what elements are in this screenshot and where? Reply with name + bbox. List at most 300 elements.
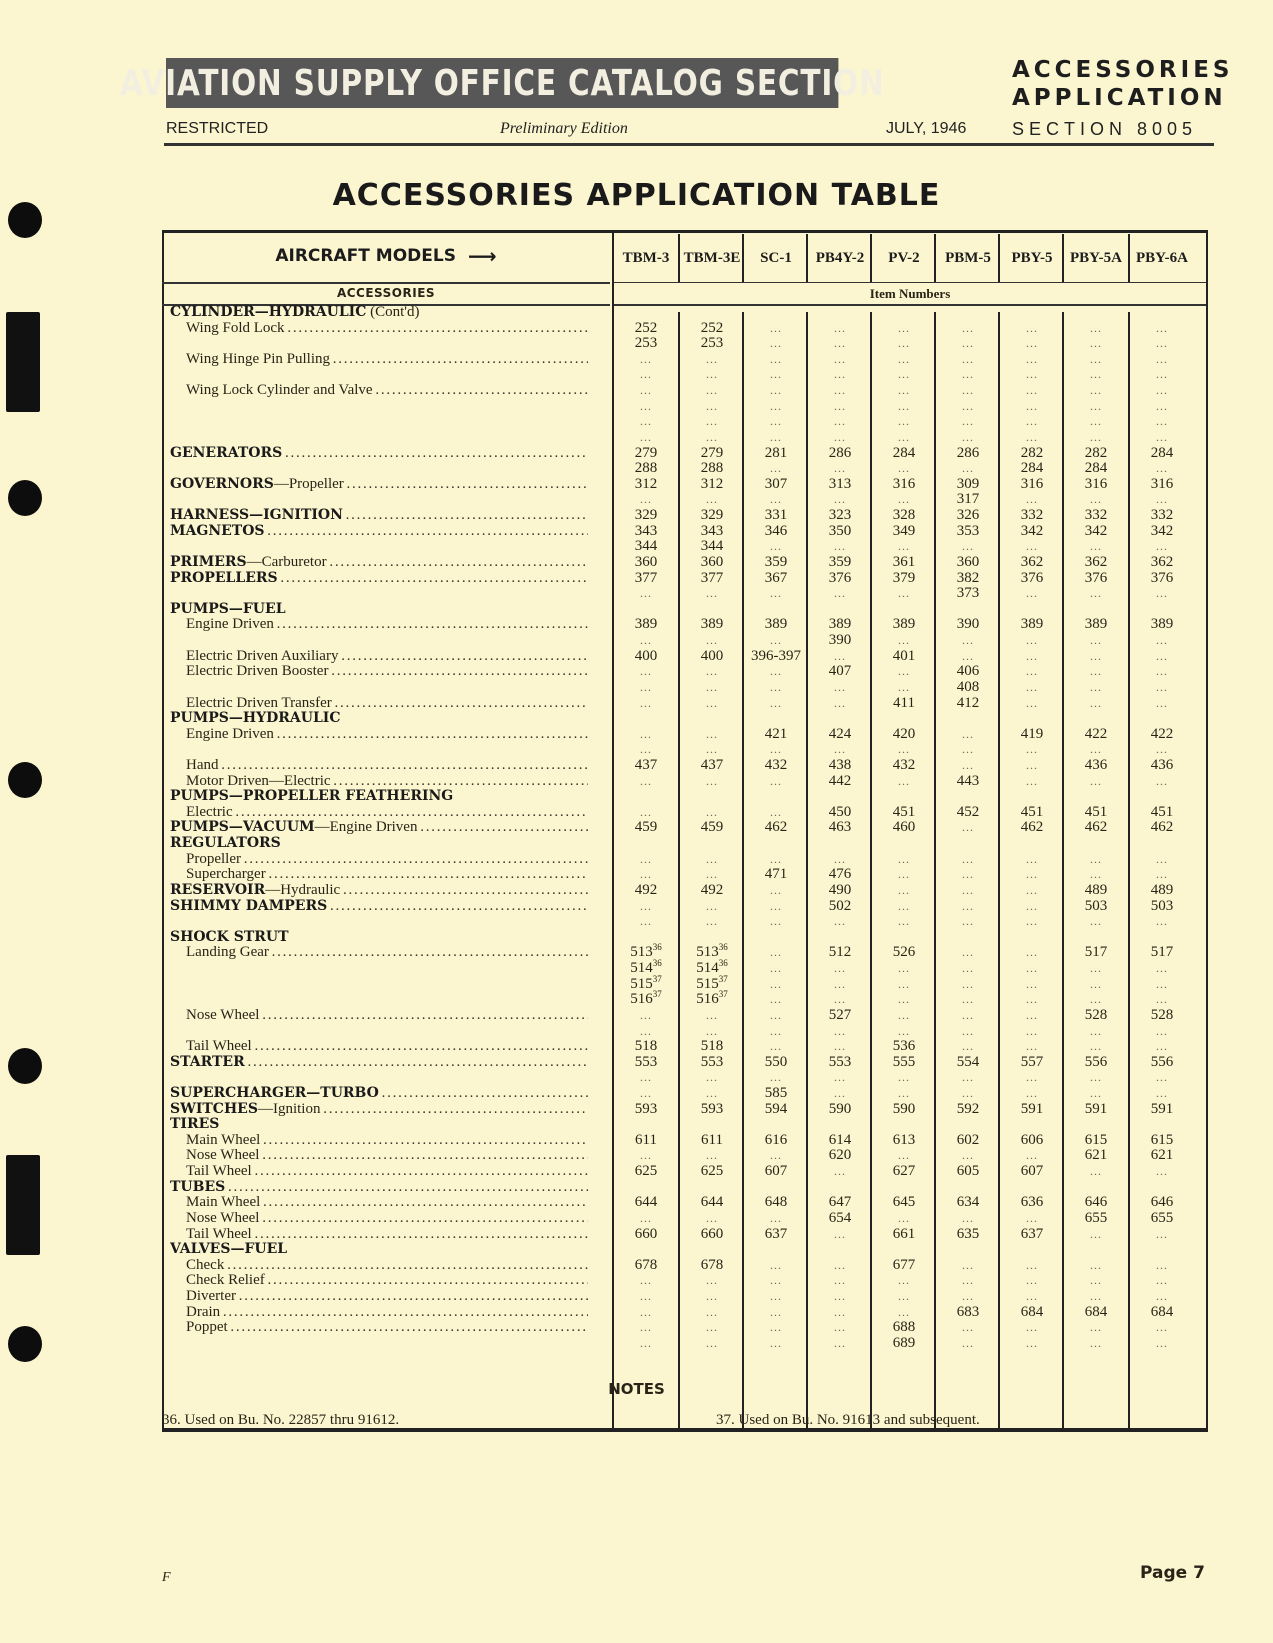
item-number-cell: ... bbox=[1090, 648, 1102, 663]
item-number-cell: ... bbox=[1156, 867, 1168, 882]
item-number-cell: ... bbox=[898, 914, 910, 929]
item-number-cell: 462 bbox=[1150, 819, 1174, 836]
edition-label: Preliminary Edition bbox=[500, 120, 628, 137]
item-number-cell: 346 bbox=[764, 522, 788, 539]
item-number-cell: ... bbox=[962, 945, 974, 960]
item-number-cell: ... bbox=[1026, 383, 1038, 398]
item-number-cell: 362 bbox=[1020, 553, 1044, 570]
item-number-cell: ... bbox=[770, 429, 782, 444]
item-number-cell: ... bbox=[706, 679, 718, 694]
item-number-cell: ... bbox=[1156, 586, 1168, 601]
item-number-cell: ... bbox=[1156, 539, 1168, 554]
item-number-cell: ... bbox=[898, 1023, 910, 1038]
item-number-cell: 451 bbox=[1150, 803, 1174, 820]
item-number-cell: ... bbox=[1026, 742, 1038, 757]
accessory-category: RESERVOIR bbox=[170, 881, 266, 898]
item-number-cell: 476 bbox=[828, 866, 852, 883]
table-row bbox=[162, 351, 1208, 367]
item-number-cell: 683 bbox=[956, 1303, 980, 1320]
item-number-cell: ... bbox=[962, 1086, 974, 1100]
item-number-cell: ... bbox=[1026, 679, 1038, 694]
item-number-cell: ... bbox=[834, 914, 846, 929]
item-number-cell: ... bbox=[898, 539, 910, 554]
item-number-cell: 593 bbox=[700, 1100, 724, 1117]
item-number-cell: ... bbox=[770, 898, 782, 913]
item-number-cell: ... bbox=[834, 1023, 846, 1038]
item-number-cell: 419 bbox=[1020, 725, 1044, 742]
item-number-cell: $513^{36}$ bbox=[696, 942, 728, 961]
item-number-cell: 326 bbox=[956, 507, 980, 524]
item-number-cell: 689 bbox=[892, 1334, 916, 1351]
item-number-cell: ... bbox=[834, 539, 846, 554]
item-number-cell: ... bbox=[706, 586, 718, 601]
item-number-cell: $513^{36}$ bbox=[630, 942, 662, 961]
item-number-cell: ... bbox=[834, 695, 846, 710]
arrow-right-icon: ⟶ bbox=[467, 244, 497, 268]
item-number-cell: ... bbox=[770, 1023, 782, 1038]
item-number-cell: 688 bbox=[892, 1319, 916, 1336]
column-separator bbox=[934, 312, 936, 1428]
item-number-cell: ... bbox=[770, 992, 782, 1007]
accessory-category: STARTER bbox=[170, 1053, 245, 1070]
item-number-cell: ... bbox=[1156, 1070, 1168, 1085]
model-header-tbm-3e: TBM-3E bbox=[683, 249, 741, 266]
accessory-category: CYLINDER—HYDRAULIC bbox=[170, 304, 367, 320]
item-number-cell: ... bbox=[640, 851, 652, 866]
item-number-cell: 316 bbox=[1150, 475, 1174, 492]
item-number-cell: ... bbox=[640, 742, 652, 757]
item-number-cell: 360 bbox=[634, 553, 658, 570]
footnote-ref: 36 bbox=[652, 958, 662, 969]
table-row bbox=[162, 632, 1208, 648]
item-number-cell: ... bbox=[640, 1070, 652, 1085]
item-number-cell: ... bbox=[1156, 383, 1168, 398]
item-number-cell: ... bbox=[1090, 679, 1102, 694]
item-number-cell: ... bbox=[1026, 539, 1038, 554]
item-number-cell: ... bbox=[898, 664, 910, 679]
item-number-cell: ... bbox=[640, 367, 652, 382]
item-number-cell: ... bbox=[1156, 961, 1168, 976]
table-row bbox=[162, 1101, 1208, 1117]
item-number-cell: ... bbox=[640, 664, 652, 679]
header-rule bbox=[164, 143, 1214, 146]
accessory-label bbox=[170, 788, 588, 804]
table-row bbox=[162, 460, 1208, 476]
item-number-cell: 342 bbox=[1150, 522, 1174, 539]
accessory-label bbox=[186, 1132, 588, 1148]
item-number-cell: ... bbox=[1156, 851, 1168, 866]
item-number-cell: ... bbox=[1090, 1257, 1102, 1272]
accessory-label bbox=[186, 663, 588, 679]
item-number-cell: ... bbox=[770, 398, 782, 413]
item-number-cell: 342 bbox=[1084, 522, 1108, 539]
item-number-cell: ... bbox=[706, 1304, 718, 1319]
item-number-cell: 332 bbox=[1020, 507, 1044, 524]
item-number-cell: ... bbox=[640, 804, 652, 819]
item-number-cell: 661 bbox=[892, 1225, 916, 1242]
table-row bbox=[162, 1163, 1208, 1179]
item-number-cell: ... bbox=[898, 1148, 910, 1163]
item-number-cell: ... bbox=[1026, 1257, 1038, 1272]
item-number-cell: ... bbox=[898, 586, 910, 601]
item-number-cell: ... bbox=[640, 633, 652, 648]
item-number-cell: ... bbox=[1026, 633, 1038, 648]
item-number-cell: ... bbox=[898, 1273, 910, 1288]
item-number-cell: 373 bbox=[956, 585, 980, 602]
item-number-cell: ... bbox=[1156, 742, 1168, 757]
item-number-cell: ... bbox=[1026, 773, 1038, 788]
item-number-cell: 607 bbox=[764, 1163, 788, 1180]
item-number-cell: ... bbox=[834, 492, 846, 507]
item-number-cell: 654 bbox=[828, 1209, 852, 1226]
model-header-pby-6a: PBY-6A bbox=[1136, 249, 1188, 266]
item-number-cell: ... bbox=[898, 351, 910, 366]
item-number-cell: 602 bbox=[956, 1131, 980, 1148]
item-number-cell: $515^{37}$ bbox=[630, 973, 662, 992]
accessories-column-header: ACCESSORIES bbox=[336, 286, 436, 300]
item-number-cell: ... bbox=[1090, 1273, 1102, 1288]
item-number-cell: ... bbox=[706, 773, 718, 788]
footnote-ref: 37 bbox=[652, 989, 662, 1000]
item-number-cell: 591 bbox=[1020, 1100, 1044, 1117]
item-number-cell: ... bbox=[640, 1289, 652, 1304]
table-row bbox=[162, 679, 1208, 695]
item-number-cell: 424 bbox=[828, 725, 852, 742]
item-number-cell: 637 bbox=[1020, 1225, 1044, 1242]
item-number-cell: 360 bbox=[956, 553, 980, 570]
accessory-subitem: Tail Wheel bbox=[186, 1038, 252, 1055]
item-number-cell: ... bbox=[962, 1039, 974, 1054]
header-divider bbox=[162, 282, 610, 284]
accessory-label bbox=[186, 1038, 588, 1054]
accessory-label bbox=[186, 851, 588, 867]
table-row bbox=[162, 366, 1208, 382]
item-number-cell: $515^{37}$ bbox=[696, 973, 728, 992]
item-number-cell: 309 bbox=[956, 475, 980, 492]
item-number-cell: 279 bbox=[700, 444, 724, 461]
item-number-cell: ... bbox=[834, 679, 846, 694]
item-number-cell: ... bbox=[1090, 1070, 1102, 1085]
table-row bbox=[162, 898, 1208, 914]
accessory-label bbox=[170, 601, 588, 617]
item-number-cell: ... bbox=[770, 461, 782, 476]
item-number-cell: ... bbox=[962, 1148, 974, 1163]
accessory-subitem: Electric bbox=[186, 803, 233, 820]
accessory-subitem: Wing Hinge Pin Pulling bbox=[186, 350, 330, 367]
item-number-cell: ... bbox=[898, 1210, 910, 1225]
item-number-cell: ... bbox=[1090, 1335, 1102, 1350]
table-row bbox=[162, 1257, 1208, 1273]
accessory-category: PROPELLERS bbox=[170, 569, 278, 586]
accessory-label bbox=[170, 1054, 588, 1070]
item-number-cell: ... bbox=[898, 679, 910, 694]
item-number-cell: 329 bbox=[700, 507, 724, 524]
accessory-label bbox=[170, 570, 588, 586]
table-row bbox=[162, 429, 1208, 445]
item-number-cell: ... bbox=[1156, 648, 1168, 663]
item-number-cell: ... bbox=[962, 398, 974, 413]
item-number-cell: ... bbox=[1026, 586, 1038, 601]
accessory-label bbox=[186, 866, 588, 882]
item-number-cell: ... bbox=[1090, 664, 1102, 679]
item-number-cell: ... bbox=[834, 586, 846, 601]
item-number-cell: 556 bbox=[1084, 1053, 1108, 1070]
item-number-cell: ... bbox=[706, 1086, 718, 1100]
item-number-cell: ... bbox=[1026, 429, 1038, 444]
accessory-subitem: Electric Driven Auxiliary bbox=[186, 647, 339, 664]
table-row bbox=[162, 601, 1208, 617]
item-number-cell: 590 bbox=[892, 1100, 916, 1117]
item-number-cell: ... bbox=[770, 351, 782, 366]
accessory-label bbox=[170, 304, 588, 320]
item-number-cell: 550 bbox=[764, 1053, 788, 1070]
item-number-cell: 518 bbox=[634, 1038, 658, 1055]
item-number-cell: 408 bbox=[956, 678, 980, 695]
item-number-cell: ... bbox=[1026, 1335, 1038, 1350]
item-number-cell: 362 bbox=[1150, 553, 1174, 570]
table-row bbox=[162, 1054, 1208, 1070]
item-number-cell: ... bbox=[770, 1273, 782, 1288]
item-number-cell: ... bbox=[640, 1304, 652, 1319]
item-number-cell: ... bbox=[640, 695, 652, 710]
item-number-cell: ... bbox=[640, 351, 652, 366]
item-number-cell: 621 bbox=[1084, 1147, 1108, 1164]
item-number-cell: ... bbox=[898, 398, 910, 413]
item-number-cell: ... bbox=[834, 1320, 846, 1335]
item-number-cell: ... bbox=[770, 539, 782, 554]
table-row bbox=[162, 882, 1208, 898]
item-number-cell: 593 bbox=[634, 1100, 658, 1117]
item-number-cell: 616 bbox=[764, 1131, 788, 1148]
item-number-cell: 382 bbox=[956, 569, 980, 586]
accessory-label bbox=[186, 382, 588, 398]
item-number-cell: 591 bbox=[1084, 1100, 1108, 1117]
item-number-cell: ... bbox=[640, 726, 652, 741]
accessory-category: VALVES—FUEL bbox=[170, 1241, 288, 1258]
item-number-cell: 517 bbox=[1150, 944, 1174, 961]
item-number-cell: ... bbox=[770, 414, 782, 429]
item-number-cell: ... bbox=[640, 914, 652, 929]
item-number-cell: ... bbox=[706, 1335, 718, 1350]
table-row bbox=[162, 585, 1208, 601]
table-row bbox=[162, 1038, 1208, 1054]
item-number-cell: 615 bbox=[1084, 1131, 1108, 1148]
item-number-cell: 316 bbox=[892, 475, 916, 492]
item-number-cell: ... bbox=[706, 914, 718, 929]
item-number-cell: ... bbox=[770, 633, 782, 648]
item-number-cell: 526 bbox=[892, 944, 916, 961]
column-separator bbox=[1062, 234, 1064, 282]
item-number-cell: 353 bbox=[956, 522, 980, 539]
accessory-subitem: Nose Wheel bbox=[186, 1147, 260, 1164]
item-number-cell: 647 bbox=[828, 1194, 852, 1211]
item-number-cell: ... bbox=[898, 429, 910, 444]
item-number-cell: 644 bbox=[634, 1194, 658, 1211]
item-number-cell: 528 bbox=[1150, 1006, 1174, 1023]
accessory-subitem: Wing Lock Cylinder and Valve bbox=[186, 382, 373, 399]
item-number-cell: ... bbox=[770, 1070, 782, 1085]
accessory-category: TIRES bbox=[170, 1116, 220, 1133]
table-row bbox=[162, 1085, 1208, 1101]
accessory-label bbox=[170, 554, 588, 570]
table-row bbox=[162, 491, 1208, 507]
accessory-label bbox=[186, 1147, 588, 1163]
item-number-cell: ... bbox=[1156, 976, 1168, 991]
table-row bbox=[162, 1023, 1208, 1039]
model-header-pbm-5: PBM-5 bbox=[945, 249, 991, 266]
item-number-cell: ... bbox=[834, 1335, 846, 1350]
item-number-cell: ... bbox=[962, 976, 974, 991]
item-number-cell: 611 bbox=[701, 1131, 723, 1148]
column-separator bbox=[1062, 312, 1064, 1428]
accessory-label bbox=[186, 1210, 588, 1226]
item-number-cell: ... bbox=[1026, 1007, 1038, 1022]
item-number-cell: ... bbox=[770, 367, 782, 382]
item-number-cell: ... bbox=[898, 1289, 910, 1304]
item-number-cell: ... bbox=[1156, 1257, 1168, 1272]
item-number-cell: ... bbox=[1090, 976, 1102, 991]
accessory-label bbox=[186, 1272, 588, 1288]
table-row bbox=[162, 1147, 1208, 1163]
item-number-cell: ... bbox=[898, 1007, 910, 1022]
item-number-cell: ... bbox=[834, 461, 846, 476]
table-row bbox=[162, 554, 1208, 570]
item-number-cell: 253 bbox=[700, 335, 724, 352]
item-number-cell: 536 bbox=[892, 1038, 916, 1055]
item-number-cell: ... bbox=[1090, 414, 1102, 429]
table-row bbox=[162, 944, 1208, 960]
punch-hole bbox=[8, 1048, 42, 1084]
item-number-cell: ... bbox=[898, 961, 910, 976]
item-number-cell: 312 bbox=[634, 475, 658, 492]
accessory-label bbox=[186, 1007, 588, 1023]
accessory-subitem: Landing Gear bbox=[186, 944, 269, 961]
item-number-cell: ... bbox=[640, 1320, 652, 1335]
item-number-cell: 556 bbox=[1150, 1053, 1174, 1070]
accessory-label bbox=[170, 523, 588, 539]
table-row bbox=[162, 851, 1208, 867]
item-number-cell: ... bbox=[1090, 1320, 1102, 1335]
accessory-label bbox=[186, 944, 588, 960]
item-number-cell: 635 bbox=[956, 1225, 980, 1242]
accessory-category: PUMPS—FUEL bbox=[170, 600, 286, 617]
item-number-cell: ... bbox=[770, 742, 782, 757]
item-number-cell: ... bbox=[1026, 648, 1038, 663]
accessory-category: SUPERCHARGER—TURBO bbox=[170, 1085, 379, 1101]
accessory-label bbox=[170, 1179, 588, 1195]
note-36: 36. Used on Bu. No. 22857 thru 91612. bbox=[162, 1412, 400, 1428]
accessory-category: PRIMERS bbox=[170, 553, 247, 570]
item-number-cell: ... bbox=[1090, 398, 1102, 413]
item-number-cell: ... bbox=[1156, 1320, 1168, 1335]
accessory-subitem: Nose Wheel bbox=[186, 1006, 260, 1023]
item-number-cell: ... bbox=[706, 398, 718, 413]
column-separator bbox=[998, 234, 1000, 282]
item-number-cell: ... bbox=[1156, 1086, 1168, 1100]
column-separator bbox=[742, 234, 744, 282]
item-number-cell: 407 bbox=[828, 663, 852, 680]
item-number-cell: ... bbox=[770, 773, 782, 788]
item-number-cell: ... bbox=[770, 695, 782, 710]
item-number-cell: ... bbox=[834, 851, 846, 866]
item-number-cell: ... bbox=[834, 429, 846, 444]
item-number-cell: 344 bbox=[634, 538, 658, 555]
item-number-cell: ... bbox=[1090, 492, 1102, 507]
item-number-cell: ... bbox=[706, 383, 718, 398]
item-number-cell: ... bbox=[834, 1257, 846, 1272]
item-number-cell: ... bbox=[640, 679, 652, 694]
table-row bbox=[162, 1304, 1208, 1320]
item-number-cell: ... bbox=[770, 1304, 782, 1319]
model-header-sc-1: SC-1 bbox=[760, 249, 792, 266]
item-number-cell: ... bbox=[640, 429, 652, 444]
footer-mark: F bbox=[162, 1570, 171, 1585]
item-number-cell: ... bbox=[640, 898, 652, 913]
table-row bbox=[162, 835, 1208, 851]
table-row bbox=[162, 773, 1208, 789]
accessory-subitem: Diverter bbox=[186, 1288, 236, 1305]
item-number-cell: ... bbox=[1026, 914, 1038, 929]
item-number-cell: ... bbox=[770, 1007, 782, 1022]
item-number-cell: ... bbox=[1090, 429, 1102, 444]
punch-hole bbox=[8, 480, 42, 516]
item-number-cell: 620 bbox=[828, 1147, 852, 1164]
item-number-cell: 316 bbox=[1020, 475, 1044, 492]
accessory-label bbox=[186, 1194, 588, 1210]
item-number-cell: 462 bbox=[1084, 819, 1108, 836]
item-number-cell: ... bbox=[770, 320, 782, 335]
table-row bbox=[162, 570, 1208, 586]
item-number-cell: ... bbox=[898, 992, 910, 1007]
accessory-label bbox=[170, 882, 588, 898]
table-row bbox=[162, 819, 1208, 835]
item-number-cell: 344 bbox=[700, 538, 724, 555]
item-number-cell: 648 bbox=[764, 1194, 788, 1211]
item-number-cell: 636 bbox=[1020, 1194, 1044, 1211]
item-number-cell: 359 bbox=[764, 553, 788, 570]
item-number-cell: ... bbox=[770, 1148, 782, 1163]
item-number-cell: ... bbox=[640, 867, 652, 882]
item-number-cell: 281 bbox=[764, 444, 788, 461]
item-number-cell: 342 bbox=[1020, 522, 1044, 539]
item-number-cell: ... bbox=[770, 976, 782, 991]
item-number-cell: 503 bbox=[1150, 897, 1174, 914]
item-number-cell: ... bbox=[962, 1289, 974, 1304]
column-separator bbox=[612, 230, 614, 1430]
item-number-cell: ... bbox=[770, 336, 782, 351]
table-row bbox=[162, 973, 1208, 992]
table-row bbox=[162, 335, 1208, 351]
item-number-cell: 502 bbox=[828, 897, 852, 914]
item-number-cell: ... bbox=[1026, 1023, 1038, 1038]
accessory-subitem: Supercharger bbox=[186, 866, 266, 883]
accessory-subitem: Main Wheel bbox=[186, 1131, 261, 1148]
item-number-cell: ... bbox=[770, 851, 782, 866]
item-number-cell: 400 bbox=[700, 647, 724, 664]
accessory-category: HARNESS—IGNITION bbox=[170, 507, 343, 524]
item-number-cell: ... bbox=[1156, 773, 1168, 788]
item-number-cell: ... bbox=[962, 414, 974, 429]
item-number-cell: ... bbox=[706, 414, 718, 429]
accessory-qualifier: (Cont'd) bbox=[366, 304, 420, 320]
accessory-qualifier: —Engine Driven bbox=[314, 819, 418, 836]
item-number-cell: 284 bbox=[1084, 460, 1108, 477]
item-number-cell: 323 bbox=[828, 507, 852, 524]
item-number-cell: ... bbox=[1156, 695, 1168, 710]
item-number-cell: ... bbox=[640, 1273, 652, 1288]
side-title-line-1: ACCESSORIES bbox=[1012, 57, 1234, 83]
item-number-cell: 317 bbox=[956, 491, 980, 508]
